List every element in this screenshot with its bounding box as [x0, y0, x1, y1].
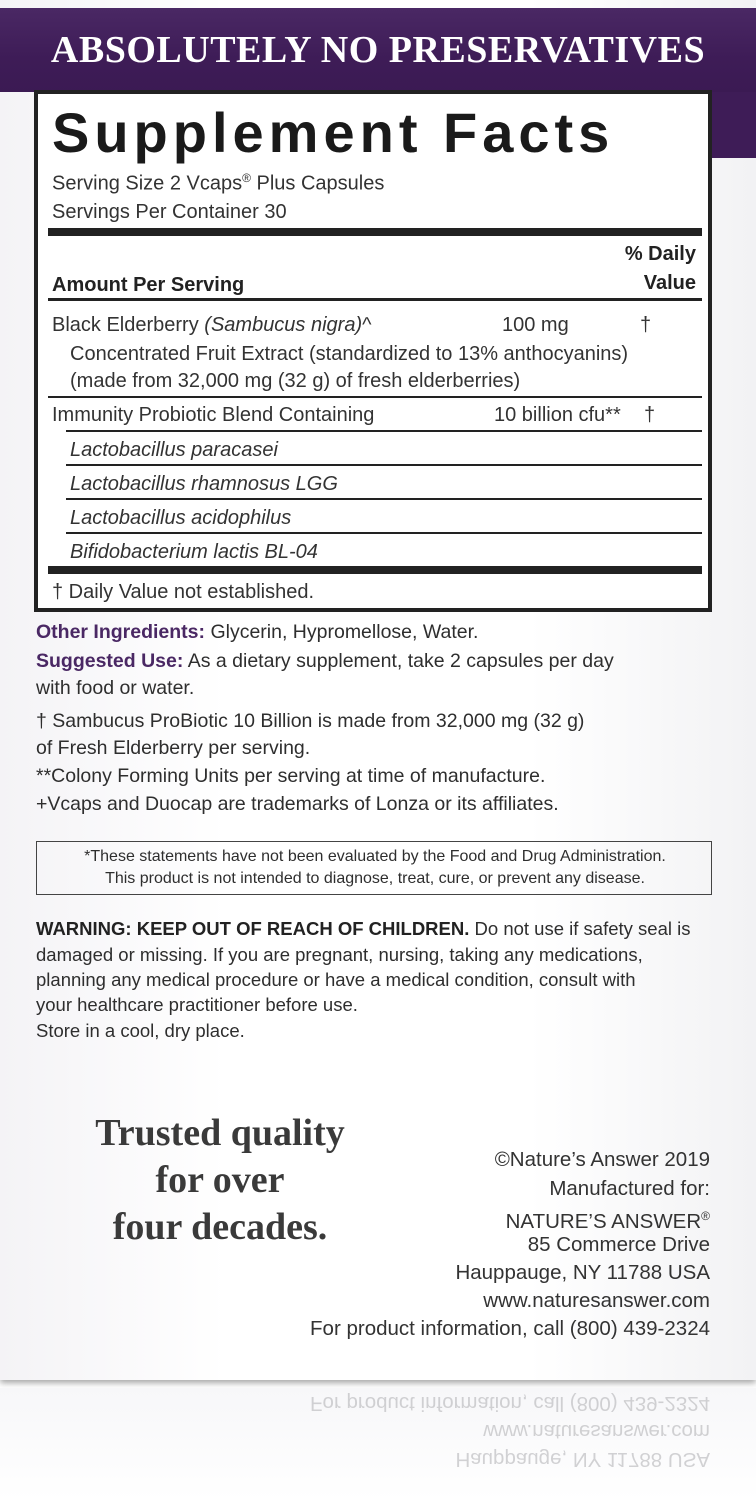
street-address: 85 Commerce Drive [527, 1233, 710, 1256]
servings-per-container: Servings Per Container 30 [52, 201, 287, 223]
serving-size: Serving Size 2 Vcaps® Plus Capsules [52, 171, 385, 195]
phone-line: For product information, call (800) 439-2324 [310, 1317, 710, 1340]
tagline-line-2: for over [155, 1159, 285, 1201]
row-rule [48, 396, 702, 398]
tagline-line-1: Trusted quality [95, 1112, 345, 1154]
amount-per-serving: Amount Per Serving [52, 274, 245, 296]
reflection-website: www.naturesanswer.com [483, 1420, 710, 1443]
tagline-line-3: four decades. [112, 1206, 328, 1248]
row-rule [66, 464, 702, 466]
probiotic-dv: † [644, 404, 656, 426]
fda-line-2: This product is not intended to diagnose, treat, cure, or prevent any disease. [105, 870, 645, 887]
row-rule [66, 532, 702, 534]
storage-note: Store in a cool, dry place. [36, 1020, 245, 1041]
row-rule [66, 498, 702, 500]
daily-value-header-2: Value [643, 272, 696, 294]
note-trademark: +Vcaps and Duocap are trademarks of Lonza or its affiliates. [36, 793, 559, 815]
probiotic-amount: 10 billion cfu** [494, 404, 621, 426]
probiotic-name: Immunity Probiotic Blend Containing [52, 404, 375, 426]
warning-line-4: your healthcare practitioner before use. [36, 994, 358, 1015]
other-ingredients: Other Ingredients: Glycerin, Hypromellose, Water. [36, 621, 479, 643]
strain-lactis: Bifidobacterium lactis BL-04 [70, 541, 318, 563]
daily-value-header-1: % Daily [624, 243, 696, 265]
reflection-phone: For product information, call (800) 439-2324 [310, 1392, 710, 1415]
note-elderberry: † Sambucus ProBiotic 10 Billion is made from 32,000 mg (32 g) [36, 710, 585, 732]
thick-rule [48, 566, 702, 574]
suggested-use-cont: with food or water. [36, 677, 195, 699]
fda-disclaimer-box [36, 841, 712, 895]
company-name: NATURE’S ANSWER® [505, 1209, 710, 1233]
header-rule [48, 298, 702, 301]
strain-acidophilus: Lactobacillus acidophilus [70, 507, 292, 529]
suggested-use: Suggested Use: As a dietary supplement, take 2 capsules per day [36, 650, 614, 672]
preservatives-banner [0, 8, 756, 92]
copyright: ©Nature’s Answer 2019 [494, 1148, 710, 1171]
website: www.naturesanswer.com [483, 1289, 710, 1312]
elderberry-dv: † [640, 314, 652, 336]
banner-text: ABSOLUTELY NO PRESERVATIVES [50, 29, 706, 71]
note-elderberry-cont: of Fresh Elderberry per serving. [36, 737, 311, 759]
warning-line-2: damaged or missing. If you are pregnant, nursing, taking any medications, [36, 944, 643, 965]
warning-line-3: planning any medical procedure or have a medical condition, consult with [36, 969, 636, 990]
manufactured-for: Manufactured for: [549, 1177, 710, 1200]
dv-footnote: † Daily Value not established. [52, 581, 315, 603]
strain-rhamnosus: Lactobacillus rhamnosus LGG [70, 473, 338, 495]
note-cfu: **Colony Forming Units per serving at time of manufacture. [36, 765, 546, 787]
panel-reflection [0, 1388, 756, 1500]
thick-rule [48, 228, 702, 236]
city-address: Hauppauge, NY 11788 USA [455, 1261, 710, 1284]
supplement-facts-box [34, 90, 712, 612]
elderberry-name: Black Elderberry (Sambucus nigra)^ [52, 314, 372, 336]
elderberry-amount: 100 mg [502, 314, 569, 336]
elderberry-extract: Concentrated Fruit Extract (standardized to 13% anthocyanins) [70, 343, 629, 365]
strain-paracasei: Lactobacillus paracasei [70, 439, 278, 461]
row-rule [66, 430, 702, 432]
warning: WARNING: KEEP OUT OF REACH OF CHILDREN. Do not use if safety seal is [36, 918, 691, 939]
banner-side-strip [710, 92, 756, 158]
fda-line-1: *These statements have not been evaluated by the Food and Drug Administration. [84, 848, 666, 865]
elderberry-source: (made from 32,000 mg (32 g) of fresh elderberries) [70, 370, 521, 392]
reflection-city: Hauppauge, NY 11788 USA [455, 1448, 710, 1471]
facts-title: Supplement Facts [52, 101, 615, 164]
